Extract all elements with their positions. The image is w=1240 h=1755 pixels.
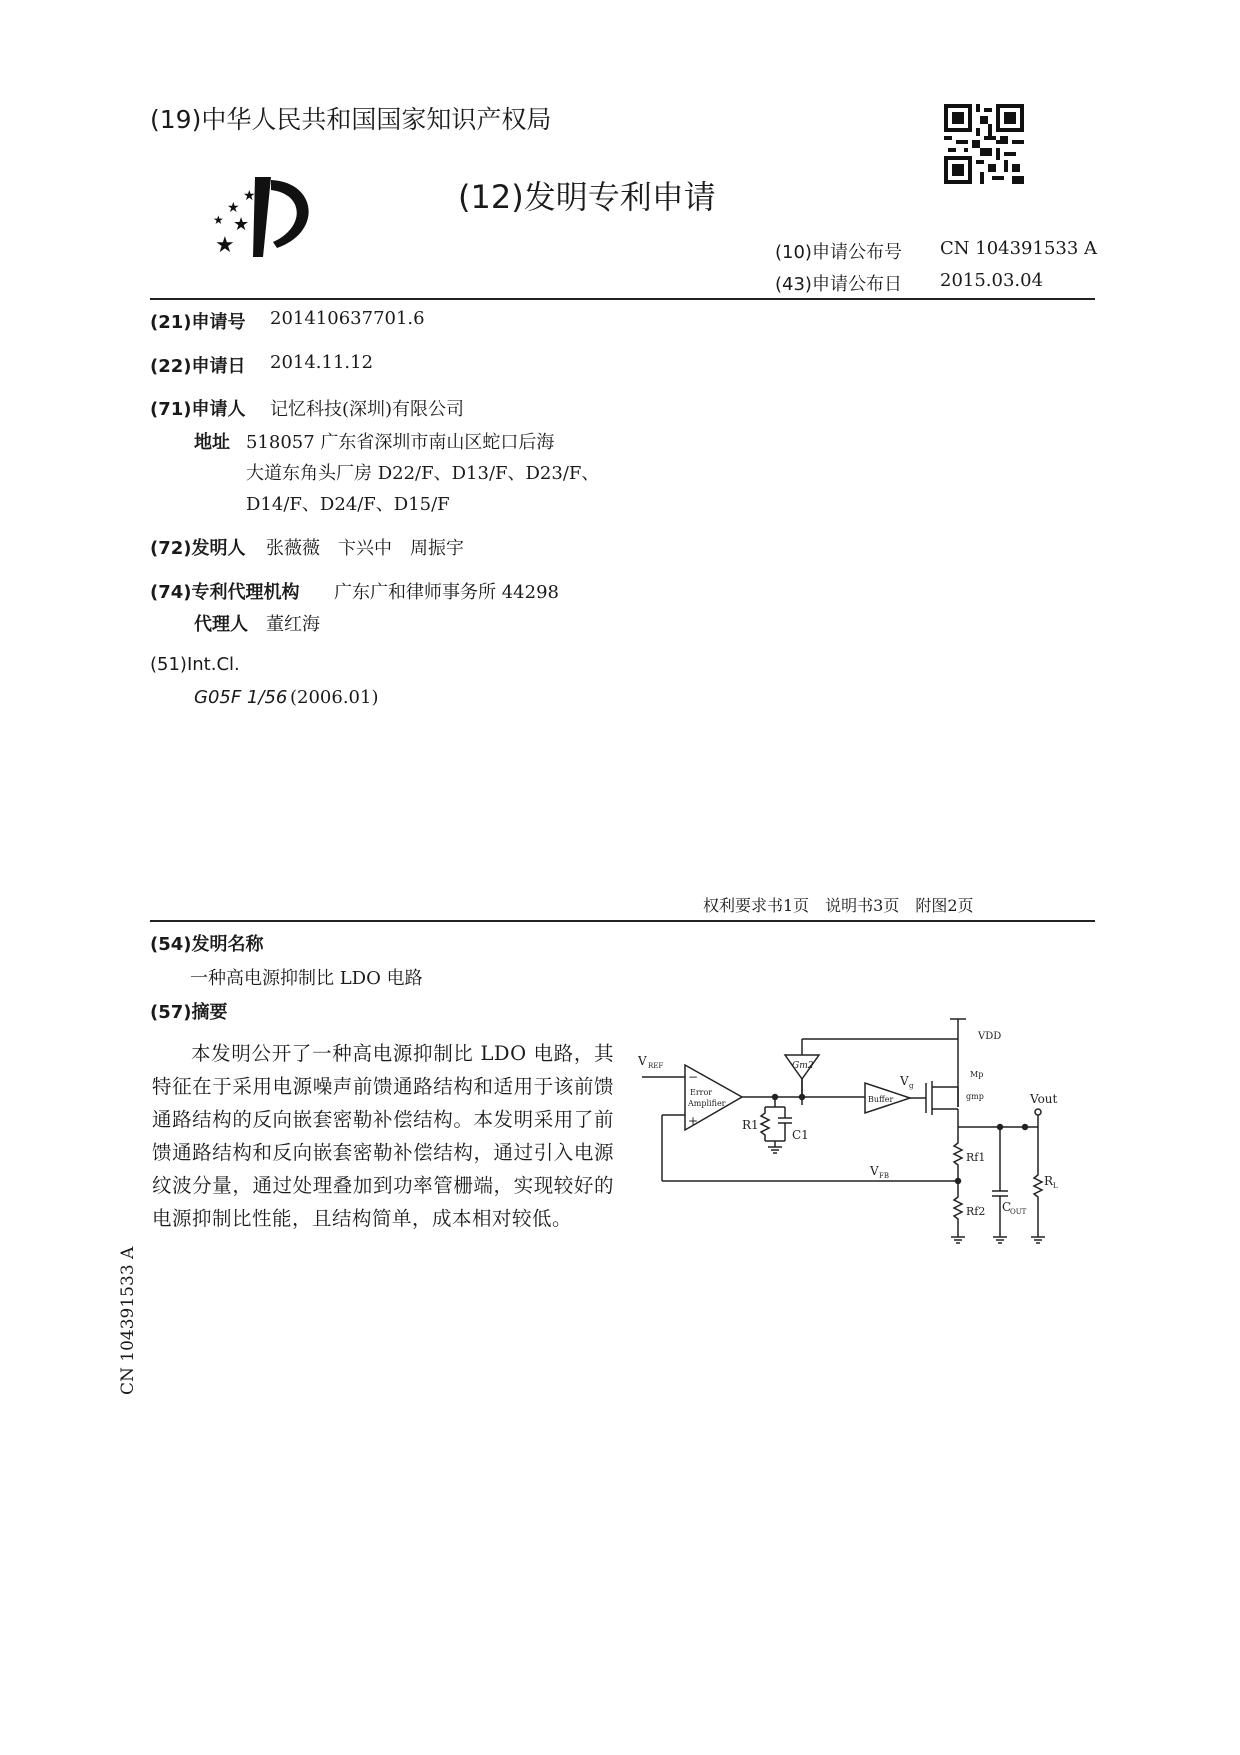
pub-number: CN 104391533 A	[940, 238, 1098, 259]
rf1-label: Rf1	[966, 1151, 986, 1164]
cout-label: C	[1002, 1200, 1012, 1214]
ipc-code: G05F 1/56	[194, 687, 288, 708]
address-line-3: D14/F、D24/F、D15/F	[246, 494, 450, 515]
app-no: 201410637701.6	[270, 308, 425, 329]
app-date: 2014.11.12	[270, 352, 374, 373]
ipc-label: (51)Int.Cl.	[150, 654, 240, 675]
pages-summary: 权利要求书1页 说明书3页 附图2页	[703, 896, 974, 915]
qr-code	[944, 104, 1024, 184]
vref-label: V	[638, 1054, 647, 1068]
vref-sub: REF	[648, 1062, 664, 1070]
rl-sub: L	[1053, 1182, 1058, 1190]
document-kind: (12)发明专利申请	[458, 178, 716, 216]
abstract-rule	[150, 920, 1095, 922]
rl-label: R	[1044, 1174, 1054, 1188]
gmp-label: gmp	[966, 1092, 984, 1101]
buffer-label: Buffer	[868, 1095, 894, 1104]
minus-sign: −	[688, 1070, 699, 1084]
c1-label: C1	[792, 1128, 809, 1142]
cout-sub: OUT	[1010, 1208, 1027, 1216]
r1-label: R1	[742, 1118, 759, 1132]
app-no-label: (21)申请号	[150, 312, 246, 333]
vout-label: Vout	[1030, 1092, 1058, 1106]
inventors-label: (72)发明人	[150, 538, 246, 559]
ipc-version: (2006.01)	[290, 687, 379, 708]
side-publication-number: CN 104391533 A	[118, 1246, 138, 1395]
svg-text:★: ★	[243, 188, 256, 204]
vg-label: V	[900, 1074, 909, 1088]
error-amp-label-2: Amplifier	[688, 1099, 726, 1108]
vfb-sub: FB	[879, 1172, 890, 1180]
gm2-label: Gm2	[792, 1061, 814, 1071]
applicant-label: (71)申请人	[150, 399, 246, 420]
agent-label: 代理人	[194, 614, 248, 635]
svg-text:★: ★	[227, 200, 240, 216]
svg-text:★: ★	[233, 214, 250, 235]
vfb-label: V	[870, 1164, 879, 1178]
vdd-label: VDD	[978, 1031, 1002, 1042]
pub-number-label: (10)申请公布号	[775, 242, 902, 263]
abstract-text: 本发明公开了一种高电源抑制比 LDO 电路，其特征在于采用电源噪声前馈通路结构和适用于该前馈通路结构的反向嵌套密勒补偿结构。本发明采用了前馈通路结构和反向嵌套密勒补偿结构，通过引入电源纹波分量，通过处理叠加到功率管栅端，实现较好的电源抑制比性能，且结构简单，成本相对较低。	[152, 1042, 614, 1230]
address-line-2: 大道东角头厂房 D22/F、D13/F、D23/F、	[246, 463, 600, 484]
svg-text:★: ★	[215, 233, 235, 258]
inventors: 张薇薇 卞兴中 周振宇	[266, 538, 464, 559]
address-label: 地址	[194, 432, 230, 453]
svg-text:★: ★	[213, 213, 224, 227]
plus-sign: +	[688, 1114, 699, 1128]
title-label: (54)发明名称	[150, 934, 264, 955]
invention-title: 一种高电源抑制比 LDO 电路	[190, 968, 423, 989]
header-rule	[150, 298, 1095, 300]
agency-label: (74)专利代理机构	[150, 582, 300, 603]
applicant: 记忆科技(深圳)有限公司	[270, 399, 465, 420]
office-name: (19)中华人民共和国国家知识产权局	[150, 105, 552, 134]
pub-date-label: (43)申请公布日	[775, 274, 902, 295]
agency: 广东广和律师事务所 44298	[334, 582, 559, 603]
ldo-circuit-diagram	[630, 1015, 1100, 1279]
app-date-label: (22)申请日	[150, 356, 246, 377]
error-amp-label-1: Error	[690, 1088, 713, 1097]
pub-date: 2015.03.04	[940, 270, 1044, 291]
rf2-label: Rf2	[966, 1205, 986, 1218]
address-line-1: 518057 广东省深圳市南山区蛇口后海	[246, 432, 555, 453]
abstract-label: (57)摘要	[150, 1002, 228, 1023]
cnipa-logo	[205, 172, 320, 266]
mp-label: Mp	[970, 1070, 984, 1079]
vg-sub: g	[909, 1082, 914, 1090]
agent: 董红海	[266, 614, 320, 635]
